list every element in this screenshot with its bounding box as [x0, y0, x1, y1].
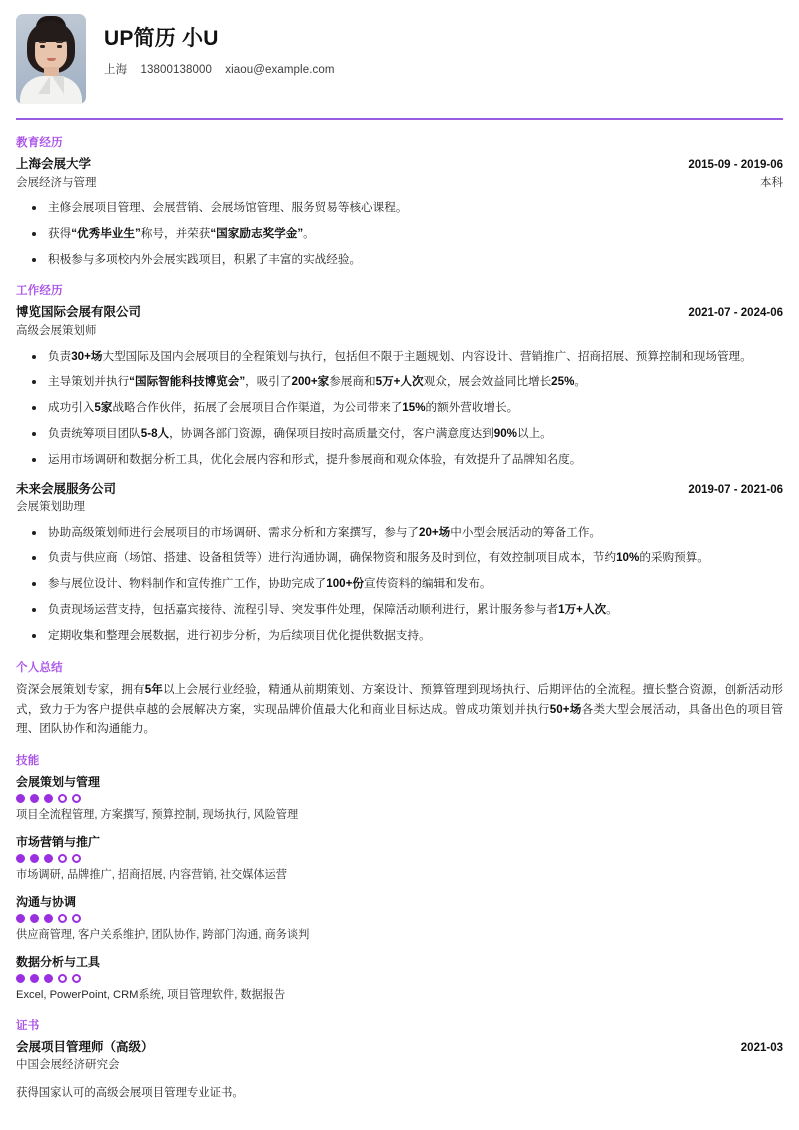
- work-entry-top: [16, 303, 783, 322]
- skill-dot-empty: [58, 974, 67, 983]
- work-role: 高级会展策划师: [16, 325, 97, 338]
- work-company: 博览国际会展有限公司: [16, 305, 142, 320]
- skill-dot-filled: [30, 854, 39, 863]
- skill-dot-empty: [72, 854, 81, 863]
- avatar-brow-left: [39, 41, 46, 43]
- work-entry: [16, 303, 783, 469]
- list-item: [16, 251, 783, 270]
- list-item: [16, 399, 783, 418]
- bullet-text: 获得“优秀毕业生”称号，并荣获“国家励志奖学金”。: [48, 226, 315, 240]
- avatar-shirt: [20, 76, 82, 104]
- skill-dot-empty: [72, 974, 81, 983]
- skill-dot-empty: [58, 854, 67, 863]
- skill-level-dots: [16, 914, 783, 923]
- education-school: 上海会展大学: [16, 157, 92, 171]
- list-item: [16, 627, 783, 646]
- skill-dot-filled: [30, 914, 39, 923]
- bullet-text: 主导策划并执行“国际智能科技博览会”，吸引了200+家参展商和5万+人次观众，展会效益同比增长25%。: [48, 375, 586, 389]
- skill-dot-empty: [58, 914, 67, 923]
- list-item: [16, 549, 783, 568]
- education-degree: 本科: [760, 176, 783, 189]
- avatar-fringe: [32, 26, 70, 42]
- skill-name: 市场营销与推广: [16, 835, 101, 850]
- contact-email: xiaou@example.com: [225, 64, 335, 77]
- work-bullets: [16, 348, 783, 470]
- skill-dot-empty: [58, 794, 67, 803]
- certificate-entry: [16, 1038, 783, 1102]
- skill-dot-filled: [44, 914, 53, 923]
- section-certificates: [16, 1017, 783, 1102]
- education-entry-top: [16, 155, 783, 174]
- header-text-block: [104, 14, 345, 77]
- section-title-certificates: 证书: [16, 1019, 40, 1032]
- bullet-text: 积极参与多项校内外会展实践项目，积累了丰富的实战经验。: [48, 252, 362, 266]
- certificate-name: 会展项目管理师（高级）: [16, 1039, 154, 1054]
- bullet-text: 定期收集和整理会展数据，进行初步分析，为后续项目优化提供数据支持。: [48, 628, 431, 642]
- skill-item: [16, 773, 783, 824]
- bullet-text: 负责统筹项目团队5-8人，协调各部门资源，确保项目按时高质量交付，客户满意度达到90%以上。: [48, 426, 552, 440]
- bullet-text: 参与展位设计、物料制作和宣传推广工作，协助完成了100+份宣传资料的编辑和发布。: [48, 577, 492, 591]
- skill-dot-filled: [16, 854, 25, 863]
- certificate-date: 2021-03: [740, 1041, 783, 1054]
- bullet-text: 运用市场调研和数据分析工具，优化会展内容和形式，提升参展商和观众体验，有效提升了品牌知名度。: [48, 452, 582, 466]
- work-role: 会展策划助理: [16, 501, 85, 514]
- skill-item: [16, 833, 783, 884]
- list-item: [16, 373, 783, 392]
- avatar-brow-right: [56, 41, 63, 43]
- skill-dot-filled: [44, 854, 53, 863]
- work-entry-top: [16, 480, 783, 499]
- candidate-name: UP简历 小U: [104, 27, 219, 50]
- work-company: 未来会展服务公司: [16, 481, 117, 496]
- avatar-eye-left: [40, 45, 45, 48]
- skill-dot-filled: [16, 974, 25, 983]
- list-item: [16, 199, 783, 218]
- work-dates: 2021-07 - 2024-06: [688, 307, 783, 320]
- skill-detail: 市场调研, 品牌推广, 招商招展, 内容营销, 社交媒体运营: [16, 869, 287, 882]
- section-skills: [16, 752, 783, 1003]
- skill-level-dots: [16, 974, 783, 983]
- avatar-eye-right: [57, 45, 62, 48]
- section-title-summary: 个人总结: [16, 661, 63, 674]
- bullet-text: 成功引入5家战略合作伙伴，拓展了会展项目合作渠道，为公司带来了15%的额外营收增长。: [48, 401, 519, 415]
- summary-text: 资深会展策划专家，拥有5年以上会展行业经验，精通从前期策划、方案设计、预算管理到现场执行、后期评估的全流程。擅长整合资源，创新活动形式，致力于为客户提供卓越的会展解决方案，实现品牌价值最大化和商业目标达成。曾成功策划并执行50+场各类大型会展活动，具备出色的项目管理、团队协作和沟通能力。: [16, 682, 783, 736]
- education-bullets: [16, 199, 783, 269]
- work-bullets: [16, 524, 783, 646]
- list-item: [16, 524, 783, 543]
- avatar: [16, 14, 86, 104]
- list-item: [16, 575, 783, 594]
- list-item: [16, 425, 783, 444]
- skill-dot-filled: [44, 794, 53, 803]
- resume-header: [16, 14, 783, 114]
- section-title-education: 教育经历: [16, 137, 63, 149]
- bullet-text: 负责30+场大型国际及国内会展项目的全程策划与执行，包括但不限于主题规划、内容设计、营销推广、招商招展、预算控制和现场管理。: [48, 349, 752, 363]
- section-title-skills: 技能: [16, 755, 40, 768]
- skill-detail: 项目全流程管理, 方案撰写, 预算控制, 现场执行, 风险管理: [16, 809, 299, 822]
- skill-dot-empty: [72, 794, 81, 803]
- skill-dot-filled: [16, 914, 25, 923]
- contact-location: 上海: [104, 64, 128, 77]
- list-item: [16, 451, 783, 470]
- education-major: 会展经济与管理: [16, 176, 97, 189]
- list-item: [16, 348, 783, 367]
- list-item: [16, 225, 783, 244]
- education-entry-sub: [16, 174, 783, 192]
- certificate-description: 获得国家认可的高级会展项目管理专业证书。: [16, 1086, 244, 1099]
- skill-dot-empty: [72, 914, 81, 923]
- header-divider: [16, 118, 783, 120]
- skill-dot-filled: [16, 794, 25, 803]
- bullet-text: 负责与供应商（场馆、搭建、设备租赁等）进行沟通协调，确保物资和服务及时到位，有效控制项目成本，节约10%的采购预算。: [48, 551, 709, 565]
- skill-dot-filled: [44, 974, 53, 983]
- work-dates: 2019-07 - 2021-06: [688, 483, 783, 496]
- certificate-entry-top: [16, 1038, 783, 1057]
- avatar-collar-right: [52, 76, 64, 94]
- skill-name: 沟通与协调: [16, 894, 77, 909]
- contact-phone: 13800138000: [140, 64, 212, 77]
- section-summary: [16, 659, 783, 740]
- skill-detail: 供应商管理, 客户关系维护, 团队协作, 跨部门沟通, 商务谈判: [16, 928, 310, 941]
- skill-dot-filled: [30, 974, 39, 983]
- certificate-issuer: 中国会展经济研究会: [16, 1059, 120, 1072]
- section-education: [16, 134, 783, 269]
- skill-level-dots: [16, 854, 783, 863]
- section-work-experience: [16, 282, 783, 645]
- skill-name: 会展策划与管理: [16, 775, 101, 790]
- work-entry: [16, 480, 783, 646]
- bullet-text: 主修会展项目管理、会展营销、会展场馆管理、服务贸易等核心课程。: [48, 201, 408, 215]
- bullet-text: 协助高级策划师进行会展项目的市场调研、需求分析和方案撰写，参与了20+场中小型会展活动的筹备工作。: [48, 525, 602, 539]
- avatar-collar-left: [38, 76, 50, 94]
- bullet-text: 负责现场运营支持，包括嘉宾接待、流程引导、突发事件处理，保障活动顺利进行，累计服务参与者1万+人次。: [48, 603, 618, 617]
- section-title-work: 工作经历: [16, 285, 63, 298]
- education-dates: 2015-09 - 2019-06: [688, 159, 783, 171]
- skill-item: [16, 953, 783, 1004]
- contact-line: [104, 61, 345, 77]
- education-entry: [16, 155, 783, 269]
- skill-name: 数据分析与工具: [16, 954, 101, 969]
- skill-dot-filled: [30, 794, 39, 803]
- skill-item: [16, 893, 783, 944]
- skill-level-dots: [16, 794, 783, 803]
- skill-detail: Excel, PowerPoint, CRM系统, 项目管理软件, 数据报告: [16, 988, 286, 1001]
- list-item: [16, 601, 783, 620]
